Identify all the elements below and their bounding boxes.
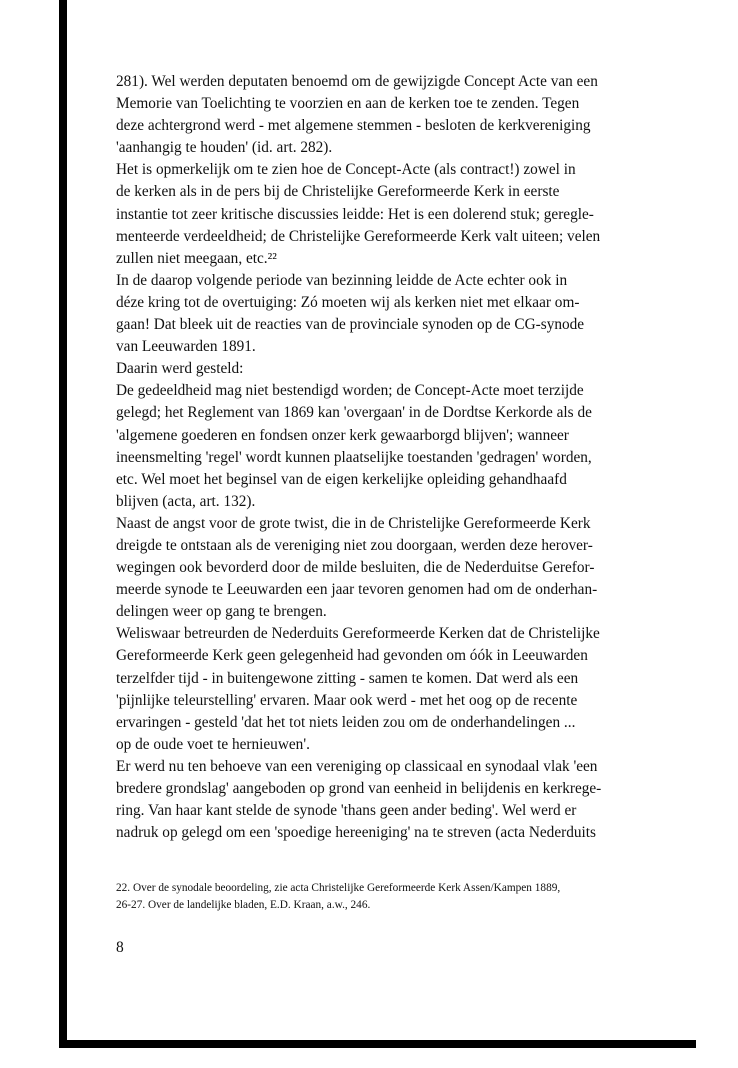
paragraph: In de daarop volgende periode van bezinning leidde de Acte echter ook in déze kring tot de overtuiging: Zó moeten wij als kerken niet met elkaar om- gaan! Dat bleek uit de reacties van de provinciale synoden op de CG-synode van Leeuwarden 1891. bbox=[116, 271, 585, 356]
footnote: 22. Over de synodale beoordeling, zie acta Christelijke Gereformeerde Kerk Assen/Kampen 1889, 26-27. Over de landelijke bladen, E.D. Kraan, a.w., 246. bbox=[116, 882, 561, 911]
paragraph: Het is opmerkelijk om te zien hoe de Concept-Acte (als contract!) zowel in de kerken als in de pers bij de Christelijke Gereformeerde Kerk in eerste instantie tot zeer kritische discussies leidde: Het is een dolerend stuk; geregle- menteerde verdeeldheid; de Christelijke Gereformeerde Kerk valt uiteen; velen zullen niet meegaan, etc.²² bbox=[116, 161, 601, 267]
paragraph: De gedeeldheid mag niet bestendigd worden; de Concept-Acte moet terzijde gelegd; het Reglement van 1869 kan 'overgaan' in de Dordtse Kerkorde als de 'algemene goederen en fondsen onzer kerk gewaarborgd blijven'; wanneer ineensmelting 'regel' wordt kunnen plaatselijke toestanden 'gedragen' worden, etc. Wel moet het beginsel van de eigen kerkelijke opleiding gehandhaafd blijven (acta, art. 132). bbox=[116, 382, 592, 510]
paragraph: 281). Wel werden deputaten benoemd om de gewijzigde Concept Acte van een Memorie van Toelichting te voorzien en aan de kerken toe te zenden. Tegen deze achtergrond werd - met algemene stemmen - besloten de kerkvereniging 'aanhangig te houden' (id. art. 282). bbox=[116, 73, 598, 157]
page-body bbox=[116, 71, 636, 844]
paragraph: Weliswaar betreurden de Nederduits Gereformeerde Kerken dat de Christelijke Gereformeerde Kerk geen gelegenheid had gevonden om óók in Leeuwarden terzelfder tijd - in buitengewone zitting - samen te komen. Dat werd als een 'pijnlijke teleurstelling' ervaren. Maar ook werd - met het oog op de recente ervaringen - gesteld 'dat het tot niets leiden zou om de onderhandelingen ... op de oude voet te hernieuwen'. bbox=[116, 625, 600, 753]
paragraph: Naast de angst voor de grote twist, die in de Christelijke Gereformeerde Kerk dreigde te ontstaan als de vereniging niet zou doorgaan, werden deze herover- wegingen ook bevorderd door de milde besluiten, die de Nederduitse Gerefor- meerde synode te Leeuwarden een jaar tevoren genomen had om de onderhan- delingen weer op gang te brengen. bbox=[116, 514, 598, 621]
scan-edge-left bbox=[59, 0, 67, 1044]
scan-edge-bottom bbox=[59, 1040, 696, 1048]
paragraph: Daarin werd gesteld: bbox=[116, 360, 244, 378]
paragraph: Er werd nu ten behoeve van een vereniging op classicaal en synodaal vlak 'een bredere grondslag' aangeboden op grond van eenheid in belijdenis en kerkrege- ring. Van haar kant stelde de synode 'thans geen ander beding'. Wel werd er nadruk op gelegd om een 'spoedige hereeniging' na te streven (acta Nederduits bbox=[116, 757, 602, 842]
page-number: 8 bbox=[116, 939, 124, 956]
